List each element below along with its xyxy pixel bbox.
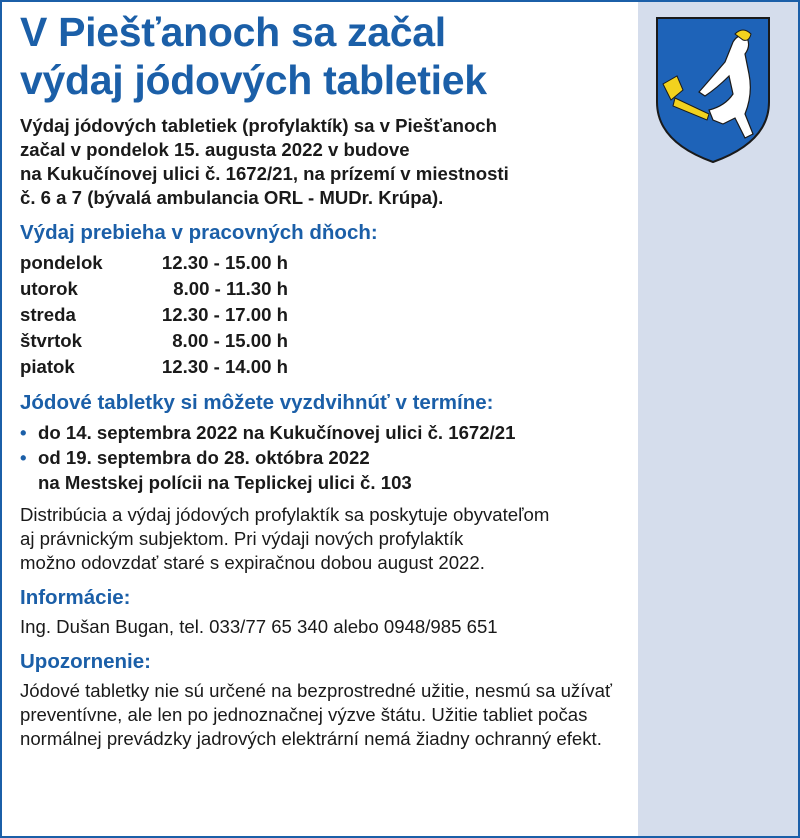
table-row xyxy=(20,328,288,354)
distribution-line: možno odovzdať staré s expiračnou dobou august 2022. xyxy=(20,552,485,573)
intro-paragraph xyxy=(20,114,630,210)
term-text: na Mestskej polícii na Teplickej ulici č. 103 xyxy=(38,472,412,493)
time-cell: 8.00 - 15.00 h xyxy=(172,330,288,351)
terms-list xyxy=(20,420,630,495)
title-line-1: V Piešťanoch sa začal xyxy=(20,9,446,55)
table-row xyxy=(20,302,288,328)
list-item xyxy=(20,445,630,495)
table-row xyxy=(20,276,288,302)
contact-text: Ing. Dušan Bugan, tel. 033/77 65 340 alebo 0948/985 651 xyxy=(20,616,498,637)
list-item xyxy=(20,420,630,445)
warning-line: preventívne, ale len po jednoznačnej výzve štátu. Užitie tabliet počas xyxy=(20,704,588,725)
warning-paragraph xyxy=(20,679,780,751)
term-text: do 14. septembra 2022 na Kukučínovej ulici č. 1672/21 xyxy=(38,422,516,443)
table-row xyxy=(20,250,288,276)
intro-line: č. 6 a 7 (bývalá ambulancia ORL - MUDr. Krúpa). xyxy=(20,187,444,208)
term-text: od 19. septembra do 28. októbra 2022 xyxy=(38,447,370,468)
time-cell: 12.30 - 14.00 h xyxy=(161,356,288,377)
warning-heading: Upozornenie: xyxy=(20,650,151,673)
page-title xyxy=(20,8,630,104)
day-cell: štvrtok xyxy=(20,330,83,351)
intro-line: začal v pondelok 15. augusta 2022 v budove xyxy=(20,139,410,160)
table-row xyxy=(20,354,288,380)
bullet-icon: • xyxy=(20,422,27,443)
city-coat-of-arms-icon xyxy=(653,14,773,166)
day-cell: utorok xyxy=(20,278,78,299)
intro-line: Výdaj jódových tabletiek (profylaktík) sa v Piešťanoch xyxy=(20,115,498,136)
intro-line: na Kukučínovej ulici č. 1672/21, na prízemí v miestnosti xyxy=(20,163,509,184)
day-cell: piatok xyxy=(20,356,75,377)
time-cell: 12.30 - 15.00 h xyxy=(161,252,288,273)
distribution-paragraph xyxy=(20,503,630,575)
time-cell: 12.30 - 17.00 h xyxy=(161,304,288,325)
time-cell: 8.00 - 11.30 h xyxy=(173,278,288,299)
terms-heading: Jódové tabletky si môžete vyzdvihnúť v termíne: xyxy=(20,391,494,414)
warning-line: normálnej prevádzky jadrových elektrární nemá žiadny ochranný efekt. xyxy=(20,728,602,749)
notice-content xyxy=(20,8,630,751)
hours-table xyxy=(20,250,288,380)
distribution-line: aj právnickým subjektom. Pri výdaji nových profylaktík xyxy=(20,528,464,549)
bullet-icon: • xyxy=(20,447,27,468)
distribution-line: Distribúcia a výdaj jódových profylaktík sa poskytuje obyvateľom xyxy=(20,504,550,525)
info-heading: Informácie: xyxy=(20,586,131,609)
day-cell: streda xyxy=(20,304,76,325)
day-cell: pondelok xyxy=(20,252,103,273)
title-line-2: výdaj jódových tabletiek xyxy=(20,57,487,103)
warning-line: Jódové tabletky nie sú určené na bezprostredné užitie, nesmú sa užívať xyxy=(20,680,612,701)
hours-heading: Výdaj prebieha v pracovných dňoch: xyxy=(20,221,378,244)
